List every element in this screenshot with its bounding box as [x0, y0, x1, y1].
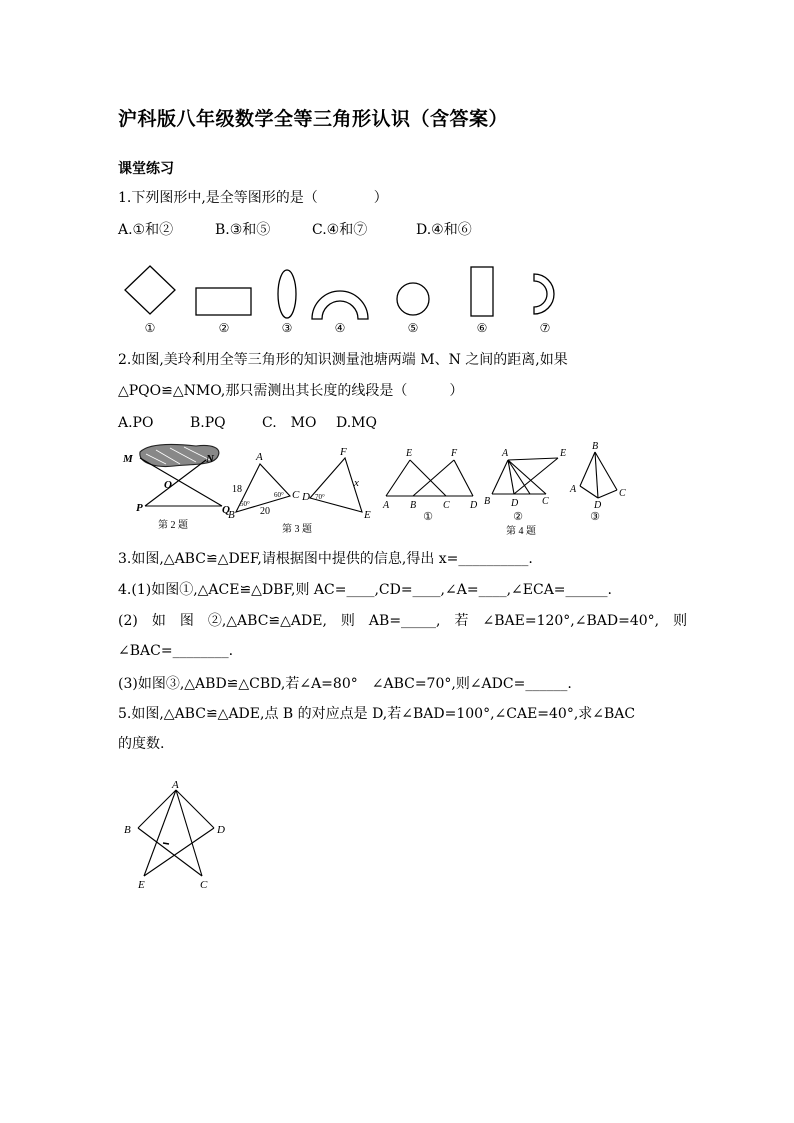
fig3-label-a: A: [256, 451, 263, 463]
question-4-part-2-line-2: ∠BAC=________.: [118, 643, 234, 659]
fig4-2-label-c: C: [542, 496, 549, 507]
fig4-2-number: ②: [513, 511, 523, 523]
fig3-label-c: C: [292, 489, 300, 501]
fig4-1-label-a: A: [383, 500, 390, 511]
shape-label-2: ②: [218, 321, 230, 335]
figure-3-triangles: [236, 458, 362, 512]
shape-label-4: ④: [334, 321, 346, 335]
fig5-label-e: E: [138, 879, 145, 891]
fig5-label-a: A: [172, 780, 179, 791]
fig3-side-bc: 20: [260, 506, 270, 517]
shape-label-7: ⑦: [539, 321, 551, 335]
fig4-1-label-d: D: [470, 500, 478, 511]
question-4-part-3: (3)如图③,△ABD≌△CBD,若∠A=80° ∠ABC=70°,则∠ADC=______.: [118, 676, 572, 692]
question-5-line-1: 5.如图,△ABC≌△ADE,点 B 的对应点是 D,若∠BAD=100°,∠CAE=40°,求∠BAC: [118, 706, 636, 722]
fig3-label-x: x: [354, 477, 359, 489]
question-4-part-1: 4.(1)如图①,△ACE≌△DBF,则 AC=____,CD=____,∠A=____,∠ECA=______.: [118, 582, 612, 598]
fig4-3-label-a: A: [570, 484, 577, 495]
fig3-label-b: B: [228, 509, 235, 521]
fig2-label-q: Q: [222, 504, 230, 516]
fig4-3-label-c: C: [619, 488, 626, 499]
figure-4-2: [492, 458, 558, 494]
semi-ring-shape: [312, 291, 368, 319]
fig4-1-label-c: C: [443, 500, 450, 511]
figure-4-caption: 第 4 题: [506, 526, 536, 537]
fig4-1-number: ①: [423, 511, 433, 523]
circle-shape: [397, 283, 429, 315]
half-ring-shape: [534, 274, 554, 314]
fig5-label-d: D: [217, 824, 225, 836]
fig4-1-label-f: F: [451, 448, 458, 459]
question-2-stem-line-1: 2.如图,美玲利用全等三角形的知识测量池塘两端 M、N 之间的距离,如果: [118, 352, 568, 368]
figures-row: [118, 440, 638, 540]
fig5-label-b: B: [124, 824, 131, 836]
figure-4-3: [580, 452, 617, 498]
option-b: B.③和⑤: [215, 222, 271, 238]
page-title: 沪科版八年级数学全等三角形认识（含答案）: [118, 108, 509, 130]
fig4-1-label-e: E: [406, 448, 413, 459]
fig3-side-ab: 18: [232, 484, 242, 495]
shape-label-6: ⑥: [476, 321, 488, 335]
fig3-label-e: E: [364, 509, 371, 521]
option-a: A.PO: [118, 415, 154, 431]
fig3-angle-b: 50°: [240, 500, 250, 508]
ellipse-shape: [278, 270, 296, 318]
question-5-figure: [118, 780, 238, 892]
option-a: A.①和②: [118, 222, 174, 238]
shape-label-3: ③: [281, 321, 293, 335]
tall-rectangle-shape: [471, 267, 493, 316]
shape-label-5: ⑤: [407, 321, 419, 335]
fig3-label-d: D: [302, 491, 310, 503]
option-c: C. MO: [262, 415, 317, 431]
shape-label-1: ①: [144, 321, 156, 335]
fig3-angle-d: 70°: [315, 493, 325, 501]
diamond-shape: [125, 266, 175, 314]
fig4-2-label-b: B: [484, 496, 491, 507]
fig2-label-o: O: [164, 479, 172, 491]
question-3: 3.如图,△ABC≌△DEF,请根据图中提供的信息,得出 x=__________.: [118, 551, 533, 567]
rectangle-shape: [196, 288, 251, 315]
fig4-3-number: ③: [590, 511, 600, 523]
fig4-3-label-b: B: [592, 441, 599, 452]
option-d: D.④和⑥: [416, 222, 472, 238]
question-2-stem-line-2: △PQO≌△NMO,那只需测出其长度的线段是（ ）: [118, 383, 464, 399]
question-1-stem: 1.下列图形中,是全等图形的是（ ）: [118, 190, 388, 206]
fig3-label-f: F: [340, 446, 347, 458]
fig4-1-label-b: B: [410, 500, 417, 511]
figure-3-caption: 第 3 题: [282, 524, 312, 535]
fig4-2-label-e: E: [560, 448, 567, 459]
fig2-label-m: M: [123, 453, 133, 465]
question-5-line-2: 的度数.: [118, 736, 165, 752]
fig4-2-label-a: A: [502, 448, 509, 459]
figure-2-caption: 第 2 题: [158, 520, 188, 531]
fig5-label-c: C: [200, 879, 208, 891]
option-b: B.PQ: [190, 415, 226, 431]
fig2-label-p: P: [136, 502, 143, 514]
fig4-2-label-d: D: [511, 498, 519, 509]
fig3-angle-c: 60°: [274, 491, 284, 499]
fig4-3-label-d: D: [594, 500, 602, 511]
question-1-shapes-figure: [118, 262, 568, 338]
fig2-label-n: N: [206, 453, 214, 465]
figure-4-1: [386, 460, 473, 496]
question-1-options: [118, 220, 472, 240]
option-c: C.④和⑦: [312, 222, 368, 238]
section-heading: 课堂练习: [118, 161, 174, 177]
question-2-options: [118, 413, 377, 433]
option-d: D.MQ: [336, 415, 377, 431]
question-4-part-2-line-1: (2) 如 图 ②,△ABC≌△ADE, 则 AB=_____, 若 ∠BAE=120°,∠BAD=40°, 则: [118, 613, 688, 629]
